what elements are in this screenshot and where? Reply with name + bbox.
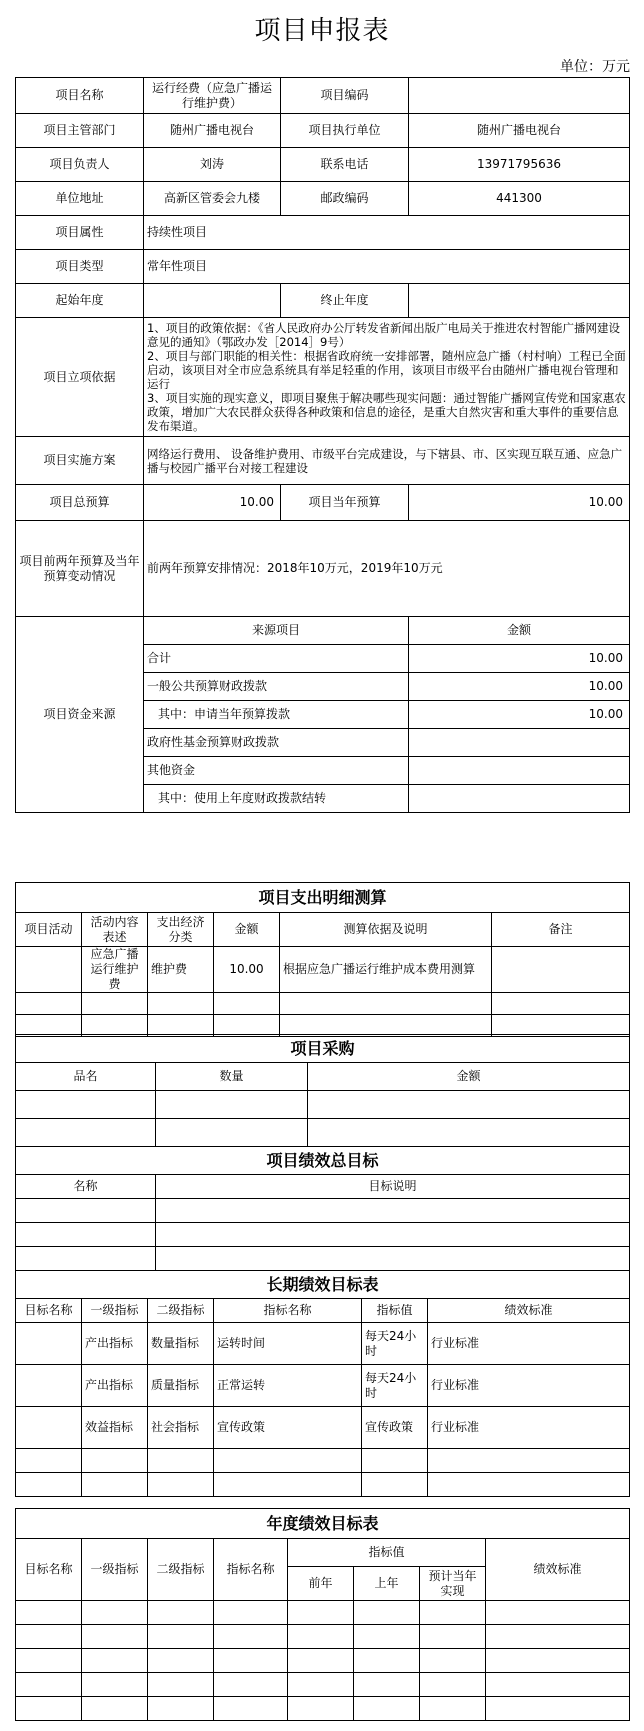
funding-amount-fund: [409, 729, 630, 757]
purchase-table: [15, 1034, 630, 1147]
annual-title: 年度绩效目标表: [16, 1509, 630, 1539]
table-row: [16, 1407, 630, 1449]
long-term-cell: 行业标准: [428, 1323, 630, 1365]
dept-value: 随州广播电视台: [144, 114, 281, 148]
table-row: [16, 1649, 630, 1673]
zip-value: 441300: [409, 182, 630, 216]
purchase-title: 项目采购: [16, 1035, 630, 1063]
long-term-cell: [16, 1365, 82, 1407]
table-row: [16, 1673, 630, 1697]
table-row: [16, 1365, 630, 1407]
annual-header-l2: 二级指标: [148, 1539, 214, 1601]
basis-item-2: 2、项目与部门职能的相关性：根据省政府统一安排部署，随州应急广播（村村响）工程已全面启动，该项目对全市应急系统具有举足轻重的作用，该项目市级平台由随州广播电视台管理和运行: [147, 349, 626, 391]
table-row: [16, 993, 630, 1015]
long-term-cell: 运转时间: [214, 1323, 362, 1365]
addr-label: 单位地址: [16, 182, 144, 216]
table-row: [16, 1323, 630, 1365]
end-value: [409, 284, 630, 318]
annual-header-value: 指标值: [288, 1539, 486, 1567]
long-term-cell: 宣传政策: [362, 1407, 428, 1449]
type-label: 项目类型: [16, 250, 144, 284]
annual-header-last: 上年: [354, 1567, 420, 1601]
funding-row-fund: 政府性基金预算财政拨款: [144, 729, 409, 757]
funding-amount-total: 10.00: [409, 645, 630, 673]
total-budget-label: 项目总预算: [16, 485, 144, 521]
dept-label: 项目主管部门: [16, 114, 144, 148]
table-row: [16, 1223, 630, 1247]
long-term-title: 长期绩效目标表: [16, 1271, 630, 1299]
end-label: 终止年度: [281, 284, 409, 318]
annual-header-prev: 前年: [288, 1567, 354, 1601]
annual-table: [15, 1508, 630, 1721]
type-value: 常年性项目: [144, 250, 630, 284]
table-row: [16, 1473, 630, 1497]
expense-header-note: 备注: [492, 913, 630, 947]
table-row: [16, 1449, 630, 1473]
year-budget-value: 10.00: [409, 485, 630, 521]
table-row: [16, 1625, 630, 1649]
code-value: [409, 78, 630, 114]
table-row: [16, 1697, 630, 1721]
expense-cell-activity: [16, 947, 82, 993]
table-row: [16, 1091, 630, 1119]
funding-amount-carryover: [409, 785, 630, 813]
exec-value: 随州广播电视台: [409, 114, 630, 148]
table-row: [16, 1247, 630, 1271]
long-term-cell: 数量指标: [148, 1323, 214, 1365]
long-term-cell: 每天24小时: [362, 1365, 428, 1407]
table-row: [16, 1601, 630, 1625]
funding-row-general: 一般公共预算财政拨款: [144, 673, 409, 701]
basis-item-3: 3、项目实施的现实意义，即项目聚焦于解决哪些现实问题：通过智能广播网宣传党和国家惠农政策，增加广大农民群众获得各种政策和信息的途径，是重大自然灾害和重大事件的重要信息发布渠道。: [147, 391, 626, 433]
long-term-cell: 效益指标: [82, 1407, 148, 1449]
annual-header-l1: 一级指标: [82, 1539, 148, 1601]
year-budget-label: 项目当年预算: [281, 485, 409, 521]
budget-change-value: 前两年预算安排情况：2018年10万元，2019年10万元: [144, 521, 630, 617]
annual-header-target: 目标名称: [16, 1539, 82, 1601]
long-term-header-l1: 一级指标: [82, 1299, 148, 1323]
attr-label: 项目属性: [16, 216, 144, 250]
perf-total-header-name: 名称: [16, 1175, 156, 1199]
long-term-cell: 每天24小时: [362, 1323, 428, 1365]
code-label: 项目编码: [281, 78, 409, 114]
funding-label: 项目资金来源: [16, 617, 144, 813]
long-term-header-standard: 绩效标准: [428, 1299, 630, 1323]
addr-value: 高新区管委会九楼: [144, 182, 281, 216]
basic-info-table: [15, 77, 630, 813]
plan-label: 项目实施方案: [16, 437, 144, 485]
expense-title: 项目支出明细测算: [16, 883, 630, 913]
long-term-cell: 行业标准: [428, 1365, 630, 1407]
annual-header-indicator: 指标名称: [214, 1539, 288, 1601]
basis-value: [144, 318, 630, 437]
funding-header-amount: 金额: [409, 617, 630, 645]
page-title: 项目申报表: [254, 16, 390, 46]
annual-header-standard: 绩效标准: [486, 1539, 630, 1601]
long-term-cell: [16, 1323, 82, 1365]
leader-value: 刘涛: [144, 148, 281, 182]
expense-header-content: 活动内容表述: [82, 913, 148, 947]
long-term-cell: 产出指标: [82, 1323, 148, 1365]
expense-cell-note: [492, 947, 630, 993]
perf-total-title: 项目绩效总目标: [16, 1147, 630, 1175]
basis-label: 项目立项依据: [16, 318, 144, 437]
attr-value: 持续性项目: [144, 216, 630, 250]
long-term-header-value: 指标值: [362, 1299, 428, 1323]
leader-label: 项目负责人: [16, 148, 144, 182]
funding-header-source: 来源项目: [144, 617, 409, 645]
long-term-header-l2: 二级指标: [148, 1299, 214, 1323]
long-term-cell: [16, 1407, 82, 1449]
perf-total-header-desc: 目标说明: [156, 1175, 630, 1199]
purchase-header-name: 品名: [16, 1063, 156, 1091]
expense-cell-class: 维护费: [148, 947, 214, 993]
start-label: 起始年度: [16, 284, 144, 318]
funding-amount-other: [409, 757, 630, 785]
start-value: [144, 284, 281, 318]
expense-cell-basis: 根据应急广播运行维护成本费用测算: [280, 947, 492, 993]
name-label: 项目名称: [16, 78, 144, 114]
purchase-header-qty: 数量: [156, 1063, 308, 1091]
long-term-cell: 社会指标: [148, 1407, 214, 1449]
expense-header-activity: 项目活动: [16, 913, 82, 947]
annual-header-expect: 预计当年实现: [420, 1567, 486, 1601]
funding-amount-current: 10.00: [409, 701, 630, 729]
long-term-header-indicator: 指标名称: [214, 1299, 362, 1323]
table-row: [16, 1119, 630, 1147]
plan-value: 网络运行费用、 设备维护费用、市级平台完成建设，与下辖县、市、区实现互联互通、应急广播与校园广播平台对接工程建设: [144, 437, 630, 485]
funding-row-carryover: 其中：使用上年度财政拨款结转: [144, 785, 409, 813]
exec-label: 项目执行单位: [281, 114, 409, 148]
funding-amount-general: 10.00: [409, 673, 630, 701]
long-term-cell: 行业标准: [428, 1407, 630, 1449]
phone-value: 13971795636: [409, 148, 630, 182]
long-term-cell: 质量指标: [148, 1365, 214, 1407]
perf-total-table: [15, 1146, 630, 1271]
total-budget-value: 10.00: [144, 485, 281, 521]
funding-row-total: 合计: [144, 645, 409, 673]
zip-label: 邮政编码: [281, 182, 409, 216]
expense-header-basis: 测算依据及说明: [280, 913, 492, 947]
name-value: 运行经费（应急广播运行维护费）: [144, 78, 281, 114]
expense-cell-content: 应急广播运行维护费: [82, 947, 148, 993]
funding-row-other: 其他资金: [144, 757, 409, 785]
basis-item-1: 1、项目的政策依据：《省人民政府办公厅转发省新闻出版广电局关于推进农村智能广播网建设意见的通知》（鄂政办发［2014］9号）: [147, 321, 621, 349]
funding-row-current: 其中：申请当年预算拨款: [144, 701, 409, 729]
long-term-table: [15, 1270, 630, 1497]
long-term-header-target: 目标名称: [16, 1299, 82, 1323]
budget-change-label: 项目前两年预算及当年预算变动情况: [16, 521, 144, 617]
phone-label: 联系电话: [281, 148, 409, 182]
table-row: [16, 1199, 630, 1223]
expense-table: [15, 882, 630, 1037]
long-term-cell: 宣传政策: [214, 1407, 362, 1449]
long-term-cell: 产出指标: [82, 1365, 148, 1407]
purchase-header-amount: 金额: [308, 1063, 630, 1091]
expense-header-amount: 金额: [214, 913, 280, 947]
unit-label: 单位：万元: [560, 59, 630, 75]
expense-header-class: 支出经济分类: [148, 913, 214, 947]
expense-cell-amount: 10.00: [214, 947, 280, 993]
long-term-cell: 正常运转: [214, 1365, 362, 1407]
